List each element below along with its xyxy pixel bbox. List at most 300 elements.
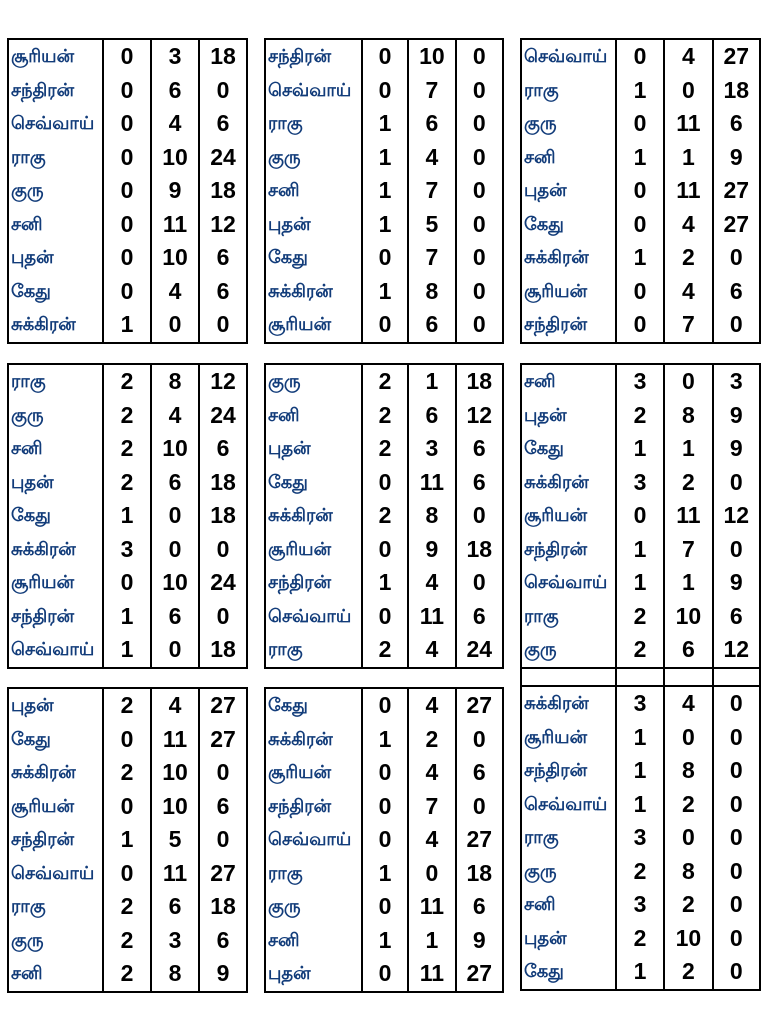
value-cell: 0 xyxy=(362,39,408,74)
value-cell: 0 xyxy=(151,533,199,567)
value-cell: 0 xyxy=(456,308,503,343)
value-cell: 6 xyxy=(713,107,760,141)
value-cell: 2 xyxy=(362,364,408,399)
value-cell: 9 xyxy=(713,399,760,433)
value-cell: 9 xyxy=(713,141,760,175)
value-cell: 18 xyxy=(199,499,247,533)
table-row xyxy=(265,466,503,500)
table-row xyxy=(265,107,503,141)
value-cell: 2 xyxy=(103,756,151,790)
table-row xyxy=(521,275,760,309)
planet-name-cell: செவ்வாய் xyxy=(268,605,352,627)
value-cell: 12 xyxy=(713,633,760,668)
table-row xyxy=(521,308,760,343)
value-cell: 0 xyxy=(362,466,408,500)
value-cell: 1 xyxy=(616,721,664,755)
value-cell: 2 xyxy=(616,399,664,433)
value-cell: 4 xyxy=(664,686,712,721)
value-cell: 27 xyxy=(199,723,247,757)
planet-name-cell: செவ்வாய் xyxy=(524,793,608,815)
value-cell: 10 xyxy=(151,432,199,466)
value-cell: 0 xyxy=(199,823,247,857)
planet-name-cell: கேது xyxy=(268,471,308,493)
value-cell: 4 xyxy=(408,566,455,600)
table-row xyxy=(521,888,760,922)
value-cell: 1 xyxy=(616,241,664,275)
value-cell: 0 xyxy=(456,107,503,141)
value-cell: 2 xyxy=(362,399,408,433)
value-cell: 0 xyxy=(456,566,503,600)
table-row xyxy=(8,533,247,567)
value-cell: 1 xyxy=(616,74,664,108)
value-cell: 0 xyxy=(362,600,408,634)
planet-name-cell: கேது xyxy=(524,213,564,235)
planet-name-cell: சந்திரன் xyxy=(11,605,75,627)
table-row xyxy=(265,74,503,108)
table-row xyxy=(8,275,247,309)
value-cell: 12 xyxy=(456,399,503,433)
value-cell: 2 xyxy=(103,924,151,958)
table-row xyxy=(8,432,247,466)
value-cell: 8 xyxy=(664,754,712,788)
value-cell: 10 xyxy=(664,922,712,956)
value-cell: 4 xyxy=(151,275,199,309)
table-row xyxy=(521,432,760,466)
value-cell: 4 xyxy=(151,688,199,723)
value-cell: 24 xyxy=(199,399,247,433)
value-cell: 1 xyxy=(408,924,455,958)
planet-name-cell: சுக்கிரன் xyxy=(11,538,76,560)
value-cell: 2 xyxy=(103,432,151,466)
planet-table-3 xyxy=(520,38,761,344)
planet-table-6 xyxy=(520,363,761,669)
planet-name-cell: குரு xyxy=(524,860,557,882)
planet-name-cell: சுக்கிரன் xyxy=(524,247,589,268)
value-cell: 6 xyxy=(456,432,503,466)
table-row xyxy=(8,723,247,757)
value-cell: 3 xyxy=(616,686,664,721)
planet-name-cell: கேது xyxy=(11,280,51,302)
table-row xyxy=(8,499,247,533)
value-cell: 1 xyxy=(103,823,151,857)
table-row xyxy=(8,600,247,634)
value-cell: 2 xyxy=(362,499,408,533)
value-cell: 6 xyxy=(199,432,247,466)
value-cell: 6 xyxy=(408,107,455,141)
value-cell: 3 xyxy=(616,466,664,500)
value-cell: 6 xyxy=(151,890,199,924)
value-cell: 2 xyxy=(103,364,151,399)
value-cell: 1 xyxy=(616,955,664,990)
planet-name-cell: ராகு xyxy=(524,605,559,627)
value-cell: 1 xyxy=(103,308,151,343)
value-cell: 0 xyxy=(408,857,455,891)
table-row xyxy=(265,308,503,343)
planet-table-9 xyxy=(520,667,761,991)
table-row xyxy=(265,790,503,824)
table-row xyxy=(8,857,247,891)
planet-name-cell: புதன் xyxy=(268,438,311,459)
value-cell: 27 xyxy=(199,857,247,891)
value-cell: 0 xyxy=(456,275,503,309)
planet-name-cell: சுக்கிரன் xyxy=(524,471,589,493)
value-cell: 12 xyxy=(713,499,760,533)
value-cell: 2 xyxy=(103,399,151,433)
planet-table-2 xyxy=(264,38,504,344)
planet-name-cell: சுக்கிரன் xyxy=(268,728,333,750)
value-cell: 4 xyxy=(408,688,455,723)
table-row xyxy=(521,686,760,721)
value-cell: 0 xyxy=(456,39,503,74)
table-row xyxy=(521,466,760,500)
table-row xyxy=(521,922,760,956)
value-cell: 0 xyxy=(713,922,760,956)
value-cell: 6 xyxy=(199,107,247,141)
value-cell: 4 xyxy=(151,107,199,141)
table-row xyxy=(265,141,503,175)
value-cell: 6 xyxy=(199,241,247,275)
value-cell: 2 xyxy=(103,957,151,992)
value-cell: 1 xyxy=(362,275,408,309)
value-cell: 3 xyxy=(408,432,455,466)
value-cell: 11 xyxy=(408,890,455,924)
planet-name-cell: கேது xyxy=(524,961,564,982)
value-cell: 4 xyxy=(664,39,712,74)
value-cell: 24 xyxy=(199,566,247,600)
planet-name-cell: சனி xyxy=(524,146,556,168)
table-row xyxy=(265,432,503,466)
value-cell: 18 xyxy=(199,466,247,500)
planet-name-cell: சந்திரன் xyxy=(11,829,75,850)
value-cell: 0 xyxy=(199,756,247,790)
value-cell: 4 xyxy=(664,208,712,242)
table-row xyxy=(265,957,503,992)
value-cell: 0 xyxy=(362,688,408,723)
value-cell: 8 xyxy=(664,399,712,433)
table-row xyxy=(8,633,247,668)
value-cell: 0 xyxy=(103,241,151,275)
planet-name-cell: சந்திரன் xyxy=(524,314,588,335)
planet-table-8 xyxy=(264,687,504,993)
value-cell: 7 xyxy=(664,308,712,343)
value-cell: 7 xyxy=(664,533,712,567)
table-row xyxy=(8,74,247,108)
value-cell: 7 xyxy=(408,790,455,824)
value-cell: 18 xyxy=(713,74,760,108)
value-cell: 3 xyxy=(616,821,664,855)
value-cell: 6 xyxy=(199,790,247,824)
value-cell: 1 xyxy=(616,788,664,822)
value-cell: 4 xyxy=(408,823,455,857)
value-cell: 0 xyxy=(713,754,760,788)
value-cell: 0 xyxy=(151,308,199,343)
value-cell: 2 xyxy=(616,855,664,889)
value-cell: 6 xyxy=(456,756,503,790)
value-cell: 9 xyxy=(713,566,760,600)
value-cell: 8 xyxy=(151,957,199,992)
value-cell: 2 xyxy=(362,633,408,668)
table-row xyxy=(265,633,503,668)
value-cell: 1 xyxy=(103,633,151,668)
value-cell: 0 xyxy=(362,241,408,275)
value-cell: 1 xyxy=(103,499,151,533)
planet-name-cell: சந்திரன் xyxy=(524,538,588,560)
blank-cell xyxy=(713,668,760,686)
table-row xyxy=(265,364,503,399)
value-cell: 27 xyxy=(713,174,760,208)
value-cell: 10 xyxy=(151,241,199,275)
blank-cell xyxy=(664,668,712,686)
table-row xyxy=(521,208,760,242)
planet-name-cell: செவ்வாய் xyxy=(11,639,95,660)
value-cell: 0 xyxy=(362,308,408,343)
value-cell: 0 xyxy=(713,241,760,275)
value-cell: 0 xyxy=(456,790,503,824)
value-cell: 1 xyxy=(664,141,712,175)
value-cell: 0 xyxy=(362,890,408,924)
value-cell: 10 xyxy=(408,39,455,74)
planet-name-cell: சனி xyxy=(268,404,300,426)
planet-name-cell: குரு xyxy=(268,371,301,392)
value-cell: 7 xyxy=(408,241,455,275)
table-row xyxy=(8,566,247,600)
value-cell: 27 xyxy=(456,823,503,857)
table-row xyxy=(521,107,760,141)
value-cell: 8 xyxy=(151,364,199,399)
value-cell: 1 xyxy=(616,754,664,788)
planet-name-cell: செவ்வாய் xyxy=(524,572,608,593)
planet-name-cell: ராகு xyxy=(11,896,46,917)
planet-name-cell: ராகு xyxy=(524,827,559,848)
value-cell: 0 xyxy=(664,721,712,755)
value-cell: 3 xyxy=(103,533,151,567)
value-cell: 6 xyxy=(664,633,712,668)
value-cell: 9 xyxy=(456,924,503,958)
value-cell: 0 xyxy=(616,39,664,74)
value-cell: 0 xyxy=(362,756,408,790)
planet-name-cell: ராகு xyxy=(11,371,46,392)
planet-name-cell: சூரியன் xyxy=(268,314,332,335)
value-cell: 18 xyxy=(456,533,503,567)
planet-name-cell: குரு xyxy=(268,896,301,917)
table-row xyxy=(8,823,247,857)
value-cell: 1 xyxy=(362,924,408,958)
value-cell: 0 xyxy=(616,208,664,242)
value-cell: 0 xyxy=(664,364,712,399)
table-row xyxy=(521,855,760,889)
value-cell: 6 xyxy=(199,924,247,958)
table-row xyxy=(8,208,247,242)
planet-name-cell: சுக்கிரன் xyxy=(524,693,589,714)
value-cell: 0 xyxy=(616,499,664,533)
planet-name-cell: சூரியன் xyxy=(11,572,75,593)
planet-name-cell: குரு xyxy=(11,929,44,951)
table-row xyxy=(8,466,247,500)
planet-name-cell: சூரியன் xyxy=(524,505,588,526)
table-row xyxy=(521,74,760,108)
planet-name-cell: கேது xyxy=(11,505,51,526)
value-cell: 1 xyxy=(362,141,408,175)
value-cell: 11 xyxy=(151,723,199,757)
value-cell: 0 xyxy=(456,74,503,108)
planet-name-cell: புதன் xyxy=(11,695,54,716)
table-row xyxy=(265,174,503,208)
value-cell: 27 xyxy=(199,688,247,723)
planet-name-cell: செவ்வாய் xyxy=(268,79,352,101)
value-cell: 6 xyxy=(456,600,503,634)
value-cell: 3 xyxy=(151,39,199,74)
value-cell: 0 xyxy=(151,499,199,533)
planet-name-cell: சூரியன் xyxy=(11,46,75,67)
value-cell: 1 xyxy=(362,174,408,208)
value-cell: 18 xyxy=(199,633,247,668)
value-cell: 10 xyxy=(151,566,199,600)
planet-name-cell: சந்திரன் xyxy=(524,760,588,781)
value-cell: 9 xyxy=(151,174,199,208)
table-row xyxy=(265,823,503,857)
value-cell: 0 xyxy=(103,208,151,242)
planet-name-cell: சனி xyxy=(524,894,556,915)
value-cell: 10 xyxy=(151,756,199,790)
value-cell: 3 xyxy=(151,924,199,958)
planet-name-cell: செவ்வாய் xyxy=(11,862,95,884)
table-row xyxy=(8,890,247,924)
value-cell: 0 xyxy=(199,308,247,343)
value-cell: 7 xyxy=(408,74,455,108)
value-cell: 0 xyxy=(456,241,503,275)
value-cell: 1 xyxy=(362,107,408,141)
value-cell: 2 xyxy=(616,600,664,634)
table-row xyxy=(521,788,760,822)
value-cell: 1 xyxy=(362,857,408,891)
planet-name-cell: கேது xyxy=(11,728,51,750)
value-cell: 1 xyxy=(616,533,664,567)
value-cell: 6 xyxy=(713,600,760,634)
value-cell: 0 xyxy=(713,788,760,822)
value-cell: 0 xyxy=(103,723,151,757)
value-cell: 9 xyxy=(199,957,247,992)
table-row xyxy=(521,399,760,433)
value-cell: 10 xyxy=(664,600,712,634)
planet-name-cell: சூரியன் xyxy=(11,795,75,817)
table-row xyxy=(521,141,760,175)
value-cell: 0 xyxy=(713,821,760,855)
value-cell: 4 xyxy=(151,399,199,433)
planet-name-cell: சந்திரன் xyxy=(268,572,332,593)
table-row xyxy=(521,754,760,788)
planet-name-cell: சனி xyxy=(11,963,43,984)
table-row xyxy=(265,723,503,757)
table-row xyxy=(8,241,247,275)
planet-name-cell: சூரியன் xyxy=(524,280,588,302)
value-cell: 0 xyxy=(713,308,760,343)
planet-name-cell: குரு xyxy=(11,404,44,426)
value-cell: 4 xyxy=(408,633,455,668)
planet-name-cell: ராகு xyxy=(11,146,46,168)
value-cell: 6 xyxy=(456,890,503,924)
table-row xyxy=(521,721,760,755)
value-cell: 2 xyxy=(664,466,712,500)
blank-cell xyxy=(521,668,616,686)
value-cell: 4 xyxy=(664,275,712,309)
planet-name-cell: சனி xyxy=(11,213,43,235)
value-cell: 2 xyxy=(664,788,712,822)
value-cell: 8 xyxy=(664,855,712,889)
planet-name-cell: புதன் xyxy=(268,963,311,984)
value-cell: 8 xyxy=(408,499,455,533)
value-cell: 6 xyxy=(456,466,503,500)
planet-name-cell: சுக்கிரன் xyxy=(11,762,76,783)
value-cell: 3 xyxy=(616,364,664,399)
table-row xyxy=(265,241,503,275)
table-row xyxy=(8,364,247,399)
value-cell: 4 xyxy=(408,756,455,790)
value-cell: 2 xyxy=(362,432,408,466)
planet-name-cell: சுக்கிரன் xyxy=(268,505,333,526)
planet-name-cell: ராகு xyxy=(268,113,303,134)
table-row xyxy=(521,566,760,600)
planet-table-1 xyxy=(7,38,248,344)
value-cell: 0 xyxy=(616,308,664,343)
value-cell: 0 xyxy=(664,74,712,108)
table-row xyxy=(8,957,247,992)
value-cell: 2 xyxy=(664,241,712,275)
value-cell: 4 xyxy=(408,141,455,175)
planet-name-cell: ராகு xyxy=(524,79,559,101)
value-cell: 7 xyxy=(408,174,455,208)
planet-name-cell: குரு xyxy=(268,146,301,168)
value-cell: 6 xyxy=(713,275,760,309)
planet-name-cell: ராகு xyxy=(268,639,303,660)
value-cell: 11 xyxy=(151,857,199,891)
value-cell: 2 xyxy=(103,466,151,500)
value-cell: 8 xyxy=(408,275,455,309)
table-row xyxy=(265,399,503,433)
value-cell: 24 xyxy=(199,141,247,175)
table-row xyxy=(265,756,503,790)
planet-name-cell: சனி xyxy=(268,929,300,951)
planet-name-cell: செவ்வாய் xyxy=(11,113,95,134)
value-cell: 5 xyxy=(151,823,199,857)
value-cell: 27 xyxy=(456,957,503,992)
value-cell: 0 xyxy=(103,174,151,208)
planet-name-cell: சுக்கிரன் xyxy=(268,280,333,302)
table-row xyxy=(8,688,247,723)
value-cell: 0 xyxy=(362,74,408,108)
planet-table-4 xyxy=(7,363,248,669)
planet-name-cell: குரு xyxy=(11,180,44,201)
table-row xyxy=(521,174,760,208)
value-cell: 0 xyxy=(151,633,199,668)
value-cell: 0 xyxy=(664,821,712,855)
value-cell: 0 xyxy=(456,208,503,242)
table-row xyxy=(521,600,760,634)
value-cell: 1 xyxy=(616,566,664,600)
table-row xyxy=(265,688,503,723)
table-row xyxy=(265,208,503,242)
blank-row xyxy=(521,668,760,686)
value-cell: 2 xyxy=(103,688,151,723)
value-cell: 2 xyxy=(664,955,712,990)
value-cell: 0 xyxy=(616,107,664,141)
value-cell: 12 xyxy=(199,364,247,399)
value-cell: 6 xyxy=(199,275,247,309)
value-cell: 11 xyxy=(151,208,199,242)
value-cell: 0 xyxy=(103,275,151,309)
planet-name-cell: கேது xyxy=(268,695,308,716)
value-cell: 0 xyxy=(362,533,408,567)
planet-name-cell: கேது xyxy=(524,438,564,459)
